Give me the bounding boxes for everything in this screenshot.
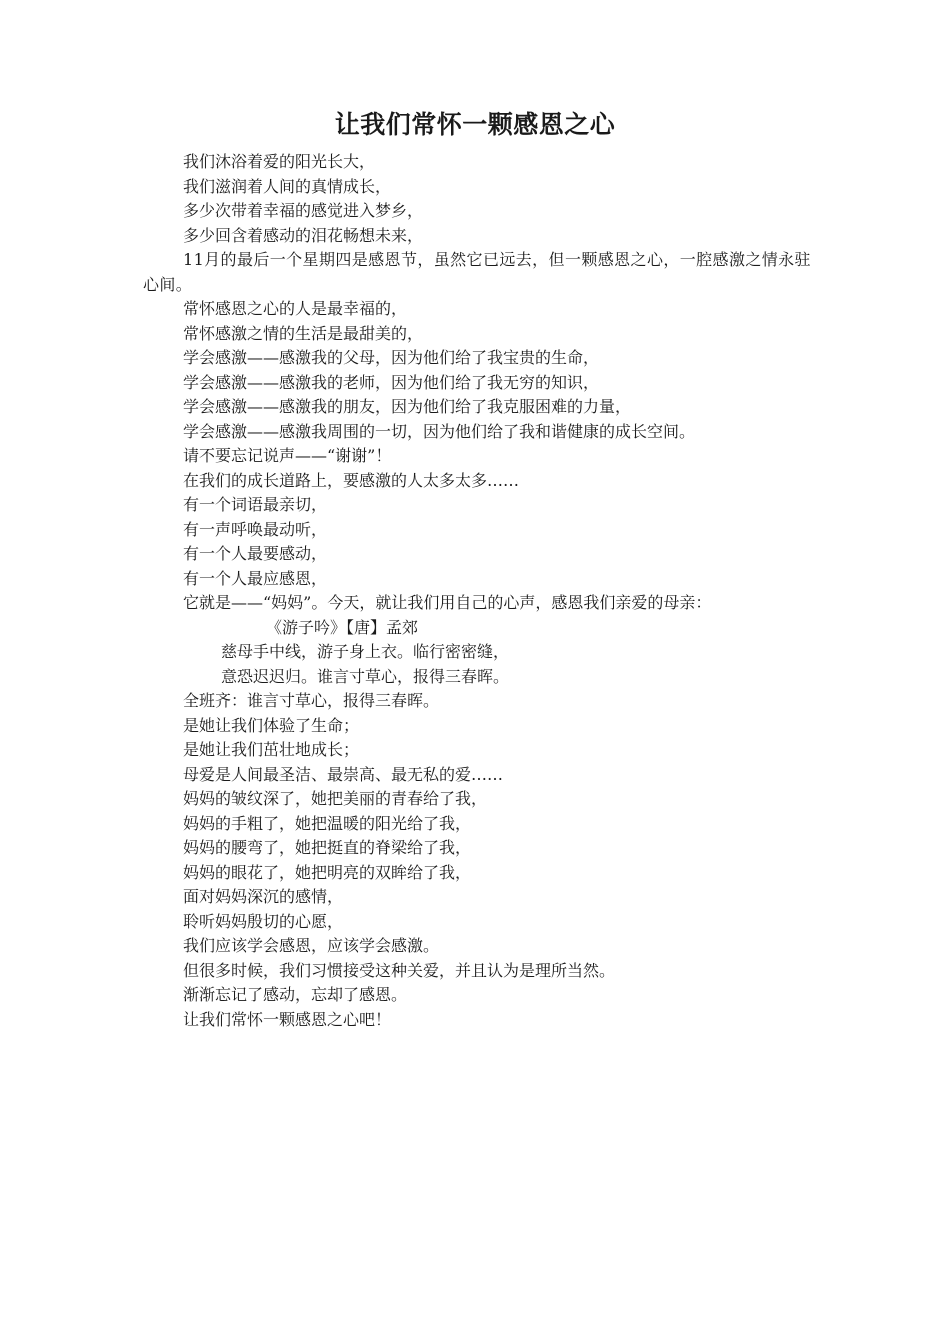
text-line: 有一声呼唤最动听， (183, 519, 328, 539)
thanksgiving-paragraph: 11月的最后一个星期四是感恩节，虽然它已远去，但一颗感恩之心，一腔感激之情永驻心间。 (143, 250, 811, 294)
text-line: 渐渐忘记了感动，忘却了感恩。 (183, 985, 408, 1004)
text-line: 妈妈的眼花了，她把明亮的双眸给了我， (183, 862, 472, 882)
text-line: 有一个人最要感动， (183, 544, 328, 563)
text-line: 多少回含着感动的泪花畅想未来， (183, 225, 424, 245)
text-line: 常怀感恩之心的人是最幸福的， (183, 299, 408, 318)
text-line: 它就是——“妈妈”。今天，就让我们用自己的心声，感恩我们亲爱的母亲： (183, 593, 712, 612)
text-line: 在我们的成长道路上，要感激的人太多太多…… (183, 470, 520, 490)
text-line: 常怀感激之情的生活是最甜美的， (183, 323, 424, 343)
closing-line: 让我们常怀一颗感恩之心吧！ (183, 1009, 392, 1029)
text-line: 有一个词语最亲切， (183, 495, 328, 514)
poem-title: 《游子吟》【唐】孟郊 (266, 617, 419, 637)
text-line: 面对妈妈深沉的感情， (183, 887, 344, 906)
text-line: 有一个人最应感恩， (183, 568, 328, 588)
text-line: 但很多时候，我们习惯接受这种关爱，并且认为是理所当然。 (183, 960, 616, 980)
text-line: 全班齐：谁言寸草心，报得三春晖。 (183, 691, 440, 710)
document-title: 让我们常怀一颗感恩之心 (334, 110, 616, 139)
text-line: 母爱是人间最圣洁、最崇高、最无私的爱…… (183, 764, 504, 784)
document-body (143, 150, 813, 1032)
text-line: 妈妈的腰弯了，她把挺直的脊梁给了我， (183, 838, 472, 857)
text-line: 妈妈的手粗了，她把温暖的阳光给了我， (183, 813, 472, 833)
text-line: 学会感激——感激我的父母，因为他们给了我宝贵的生命， (183, 348, 600, 367)
text-line: 学会感激——感激我的朋友，因为他们给了我克服困难的力量， (183, 397, 632, 416)
text-line: 聆听妈妈殷切的心愿， (183, 911, 344, 931)
poem-line: 意恐迟迟归。谁言寸草心，报得三春晖。 (221, 666, 510, 686)
text-line: 是她让我们体验了生命； (183, 715, 360, 735)
text-line: 学会感激——感激我的老师，因为他们给了我无穷的知识， (183, 372, 600, 392)
text-line: 我们滋润着人间的真情成长， (183, 176, 392, 196)
poem-line: 慈母手中线，游子身上衣。临行密密缝， (221, 642, 510, 661)
text-line: 请不要忘记说声——“谢谢”！ (183, 446, 392, 465)
text-line: 是她让我们茁壮地成长； (183, 740, 360, 759)
text-line: 多少次带着幸福的感觉进入梦乡， (183, 201, 424, 220)
text-line: 学会感激——感激我周围的一切，因为他们给了我和谐健康的成长空间。 (183, 421, 696, 441)
text-line: 我们沐浴着爱的阳光长大， (183, 152, 376, 171)
text-line: 我们应该学会感恩，应该学会感激。 (183, 936, 440, 955)
text-line: 妈妈的皱纹深了，她把美丽的青春给了我， (183, 789, 488, 808)
